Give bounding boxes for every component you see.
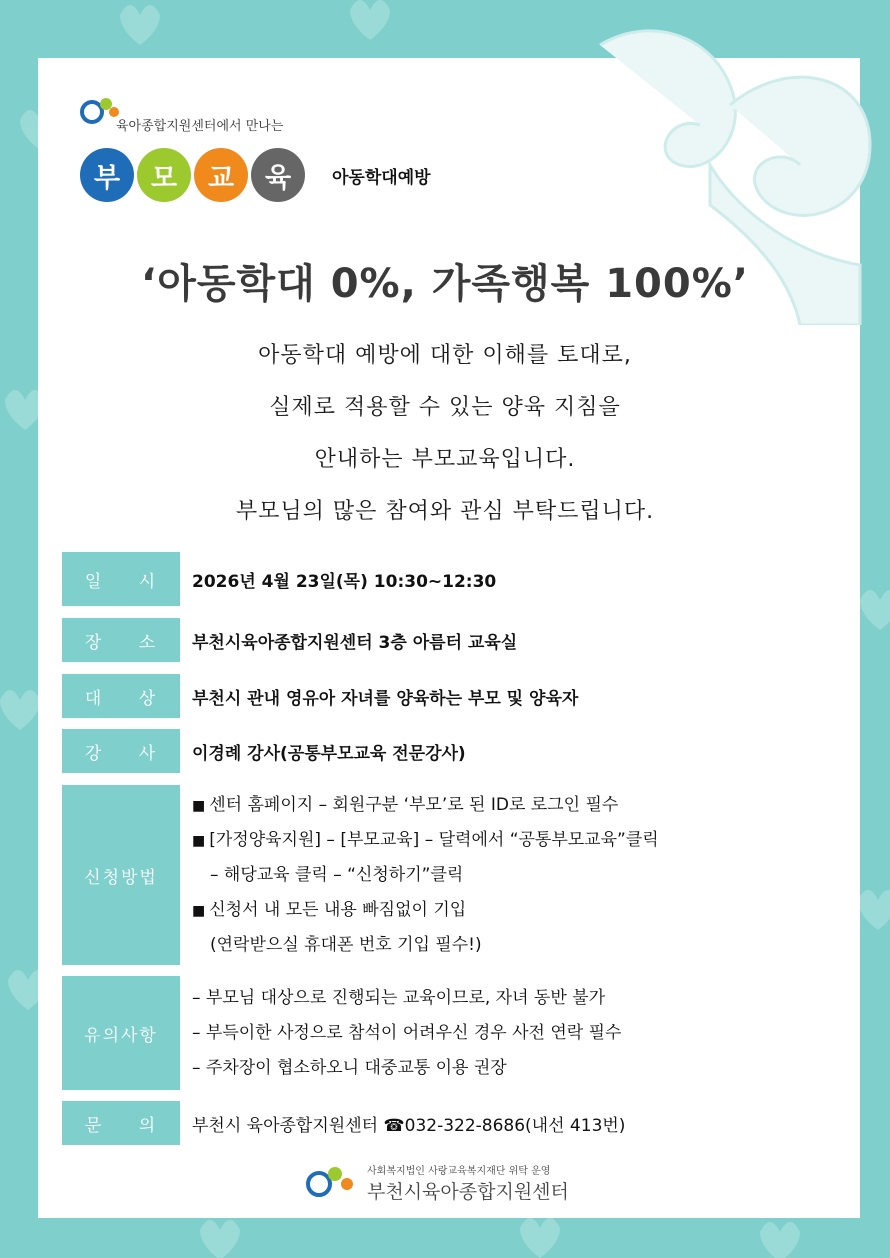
apply-line: ■ 신청서 내 모든 내용 빠짐없이 기입 bbox=[192, 899, 467, 920]
label-notes: 유의사항 bbox=[62, 976, 180, 1090]
apply-line: ■ [가정양육지원] – [부모교육] – 달력에서 “공통부모교육”클릭 bbox=[192, 829, 659, 850]
title-char-bu: 부 bbox=[80, 148, 134, 202]
title-circles bbox=[80, 148, 305, 202]
label-datetime: 일 시 bbox=[62, 552, 180, 606]
row-datetime bbox=[62, 552, 496, 606]
intro-line: 안내하는 부모교육입니다. bbox=[314, 447, 576, 472]
topic-label: 아동학대예방 bbox=[332, 168, 431, 188]
center-logo-icon bbox=[305, 1162, 359, 1200]
value-datetime: 2026년 4월 23일(목) 10:30~12:30 bbox=[192, 571, 497, 592]
intro-text bbox=[0, 338, 890, 546]
apply-line: ■ 센터 홈페이지 – 회원구분 ‘부모’로 된 ID로 로그인 필수 bbox=[192, 794, 619, 815]
square-bullet-icon: ■ bbox=[192, 832, 206, 849]
label-place: 장 소 bbox=[62, 618, 180, 662]
value-target: 부천시 관내 영유아 자녀를 양육하는 부모 및 양육자 bbox=[192, 688, 579, 709]
value-lecturer: 이경례 강사(공통부모교육 전문강사) bbox=[192, 743, 466, 764]
value-notes bbox=[180, 976, 621, 1090]
label-apply: 신청방법 bbox=[62, 785, 180, 965]
apply-line: – 해당교육 클릭 – “신청하기”클릭 bbox=[210, 864, 464, 885]
row-lecturer bbox=[62, 729, 466, 773]
value-contact: 부천시 육아종합지원센터 ☎032-322-8686(내선 413번) bbox=[192, 1115, 626, 1136]
label-target: 대 상 bbox=[62, 674, 180, 718]
row-place bbox=[62, 618, 517, 662]
square-bullet-icon: ■ bbox=[192, 902, 206, 919]
intro-line: 부모님의 많은 참여와 관심 부탁드립니다. bbox=[235, 499, 655, 524]
title-char-yuk: 육 bbox=[251, 148, 305, 202]
row-notes bbox=[62, 976, 621, 1090]
label-lecturer: 강 사 bbox=[62, 729, 180, 773]
note-line: – 부득이한 사정으로 참석이 어려우신 경우 사전 연락 필수 bbox=[192, 1022, 622, 1043]
title-char-mo: 모 bbox=[137, 148, 191, 202]
row-target bbox=[62, 674, 578, 718]
header-subtitle: 육아종합지원센터에서 만나는 bbox=[116, 119, 284, 134]
intro-line: 실제로 적용할 수 있는 양육 지침을 bbox=[269, 395, 621, 420]
row-apply bbox=[62, 785, 659, 965]
footer-operator: 사회복지법인 사랑교육복지재단 위탁 운영 bbox=[367, 1166, 551, 1177]
value-place: 부천시육아종합지원센터 3층 아름터 교육실 bbox=[192, 632, 518, 653]
title-char-gyo: 교 bbox=[194, 148, 248, 202]
apply-line: (연락받으실 휴대폰 번호 기입 필수!) bbox=[210, 934, 482, 955]
value-apply bbox=[180, 785, 659, 965]
intro-line: 아동학대 예방에 대한 이해를 토대로, bbox=[258, 343, 632, 368]
note-line: – 주차장이 협소하오니 대중교통 이용 권장 bbox=[192, 1057, 507, 1078]
note-line: – 부모님 대상으로 진행되는 교육이므로, 자녀 동반 불가 bbox=[192, 987, 606, 1008]
square-bullet-icon: ■ bbox=[192, 797, 206, 814]
label-contact: 문 의 bbox=[62, 1101, 180, 1145]
row-contact bbox=[62, 1101, 625, 1145]
footer-center-name: 부천시육아종합지원센터 bbox=[367, 1181, 569, 1203]
slogan: ‘아동학대 0%, 가족행복 100%’ bbox=[141, 261, 749, 307]
